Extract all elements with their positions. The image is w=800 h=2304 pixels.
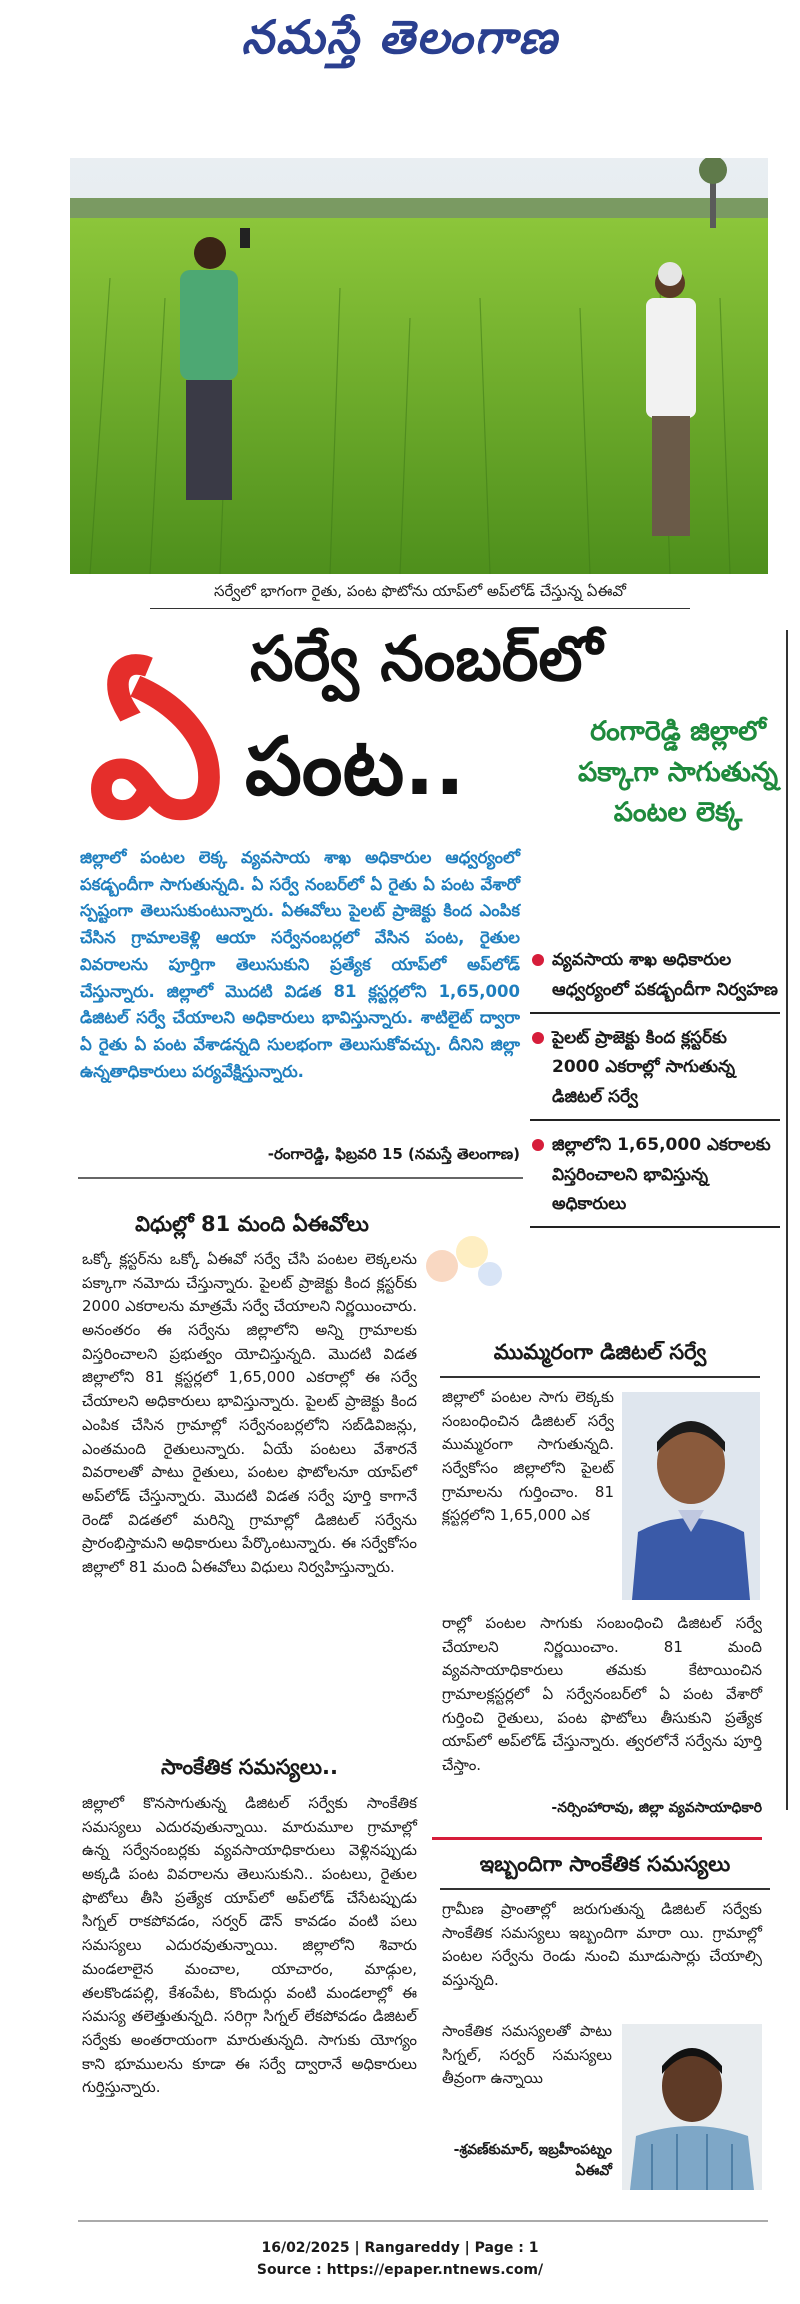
subheadline: రంగారెడ్డి జిల్లాలో పక్కాగా సాగుతున్న పంటల లెక్క (578, 716, 778, 828)
bullet-text: పైలట్‌ ప్రాజెక్టు కింద క్లస్టర్‌కు 2000 ఎకరాల్లో సాగుతున్న డిజిటల్‌ సర్వే (552, 1027, 735, 1107)
bullet-item (530, 946, 780, 1014)
divider (440, 1888, 770, 1890)
bullet-item (530, 1131, 780, 1228)
section1-title: విధుల్లో 81 మంది ఏఈవోలు (135, 1212, 369, 1236)
box2-body-top: గ్రామీణ ప్రాంతాల్లో జరుగుతున్న డిజిటల్‌ సర్వేకు సాంకేతిక సమస్యలు ఇబ్బందిగా మారా యి. గ్రామాల్లో పంటల సర్వేను రెండు నుంచి మూడుసార్లు చేయాల్సి వస్తున్నది. (442, 1900, 762, 1990)
bullet-dot-icon (532, 1032, 544, 1044)
bullet-text: వ్యవసాయ శాఖ అధికారుల ఆధ్వర్యంలో పకడ్బందీగా నిర్వహణ (552, 950, 778, 1000)
divider (78, 1177, 523, 1179)
box2-body-rest: సాంకేతిక సమస్యలతో పాటు సిగ్నల్‌, సర్వర్‌ సమస్యలు తీవ్రంగా ఉన్నాయి (442, 2022, 612, 2088)
divider (440, 1376, 760, 1378)
section2-body: జిల్లాలో కొనసాగుతున్న డిజిటల్‌ సర్వేకు సాంకేతిక సమస్యలు ఎదురవుతున్నాయి. మారుమూల గ్రామాల్లో ఉన్న సర్వేనంబర్లకు వ్యవసాయాధికారులు వెళ్లినప్పుడు అక్కడి పంట వివరాలను తెలుసుకుని.. పంటలు, రైతుల ఫొటోలు తీసి ప్రత్యేక యాప్‌లో అప్‌లోడ్‌ చేసేటప్పుడు సిగ్నల్‌ రాకపోవడం, సర్వర్‌ డౌన్‌ కావడం వంటి పలు సమస్యలు ఎదురవుతున్నాయి. జిల్లాలోని శివారు మండలాలైన మంచాల, యాచారం, మాడ్గుల, తలకొండపల్లి, కేశంపేట, కొందుర్గు వంటి మండలాల్లో ఈ సమస్య తలెత్తుతున్నది. సరిగ్గా సిగ్నల్‌ లేకపోవడం డిజిటల్‌ సర్వేకు అంతరాయంగా మారుతున్నది. సాగుకు యోగ్యం కాని భూములను కూడా ఈ సర్వే ద్వారానే అధికారులు గుర్తిస్తున్నారు. (82, 1794, 417, 2097)
box1-signature: -నర్సింహారావు, జిల్లా వ్యవసాయాధికారి (551, 1800, 762, 1816)
big-letter: ఏ (88, 640, 224, 850)
section1-body: ఒక్కో క్లస్టర్‌ను ఒక్కో ఏఈవో సర్వే చేసి పంటల లెక్కలను పక్కాగా నమోదు చేస్తున్నారు. పైలట్‌ ప్రాజెక్టు కింద క్లస్టర్‌కు 2000 ఎకరాలను మాత్రమే సర్వే చేయాలని నిర్ణయించారు. అనంతరం ఈ సర్వేను జిల్లాలోని అన్ని గ్రామాలకు విస్తరించాలని ప్రభుత్వం యోచిస్తున్నది. మొదటి విడత జిల్లాలోని 81 క్లస్టర్లలో 1,65,000 ఎకరాల్లో ఈ సర్వే చేయాలని అధికారులు భావిస్తున్నారు. పైలట్‌ ప్రాజెక్టు కింద ఎంపిక చేసిన గ్రామాల్లో సర్వేనంబర్లలోని సబ్‌డివిజన్లు, ఎంతమంది రైతులున్నారు. ఏయే పంటలు వేశారనే వివరాలతో పాటు రైతులు, పంటల ఫొటోలనూ యాప్‌లో అప్‌లోడ్‌ చేస్తున్నారు. మొదటి విడత సర్వే పూర్తి కాగానే రెండో విడతలో మరిన్ని గ్రామాల్లో డిజిటల్‌ సర్వేను ప్రారంభిస్తామని అధికారులు పేర్కొంటున్నారు. ఈ సర్వేకోసం జిల్లాలో 81 మంది ఏఈవోలు విధులు నిర్వహిస్తున్నారు. (82, 1250, 417, 1576)
bullet-text: జిల్లాలోని 1,65,000 ఎకరాలకు విస్తరించాలని భావిస్తున్న అధికారులు (552, 1134, 771, 1215)
aeo-portrait (622, 2024, 762, 2190)
big-letter-graphic (66, 640, 246, 850)
footer-source: Source : https://epaper.ntnews.com/ (256, 2262, 544, 2278)
bullet-dot-icon (532, 1139, 544, 1151)
headline-line1: సర్వే నంబర్‌లో (250, 622, 603, 695)
bullet-list (530, 946, 780, 1238)
box1-body-top: జిల్లాలో పంటల సాగు లెక్కకు సంబంధించిన డిజిటల్‌ సర్వే ముమ్మరంగా సాగుతున్నది. సర్వేకోసం జిల్లాలోని పైలట్‌ గ్రామాలను గుర్తించాం. 81 క్లస్టర్లలోని 1,65,000 ఎక (442, 1388, 614, 1525)
decorative-dots-icon (420, 1230, 510, 1290)
box1-body-rest: రాల్లో పంటల సాగుకు సంబంధించి డిజిటల్‌ సర్వే చేయాలని నిర్ణయించాం. 81 మంది వ్యవసాయాధికారులు తమకు కేటాయించిన గ్రామాలక్లస్టర్లలో ఏ సర్వేనంబర్‌లో ఏ పంట వేశారో గుర్తించి రైతులు, పంట ఫొటోలు తీసుకుని ప్రత్యేక యాప్‌లో అప్‌లోడ్‌ చేస్తున్నారు. త్వరలోనే సర్వేను పూర్తి చేస్తాం. (442, 1614, 762, 1775)
bullet-item (530, 1024, 780, 1121)
footer-date-page: 16/02/2025 | Rangareddy | Page : 1 (261, 2240, 539, 2256)
officer-portrait (622, 1392, 760, 1600)
box2-signature: -శ్రవణ్‌కుమార్‌, ఇబ్రహీంపట్నం ఏఈవో (453, 2142, 612, 2179)
divider (78, 2220, 768, 2222)
news-photo (70, 158, 768, 574)
box2-title: ఇబ్బందిగా సాంకేతిక సమస్యలు (479, 1852, 731, 1876)
dateline: -రంగారెడ్డి, ఫిబ్రవరి 15 (నమస్తే తెలంగాణ) (267, 1145, 520, 1163)
lead-paragraph: జిల్లాలో పంటల లెక్క వ్యవసాయ శాఖ అధికారుల ఆధ్వర్యంలో పకడ్బందీగా సాగుతున్నది. ఏ సర్వే నంబర్‌లో ఏ రైతు ఏ పంట వేశారో స్పష్టంగా తెలుసుకుంటున్నారు. ఏఈవోలు పైలట్‌ ప్రాజెక్టు కింద ఎంపిక చేసిన గ్రామాలకెళ్లి ఆయా సర్వేనంబర్లలో వేసిన పంట, రైతుల వివరాలను పూర్తిగా తెలుసుకుని ప్రత్యేక యాప్‌లో అప్‌లోడ్‌ చేస్తున్నారు. జిల్లాలో మొదటి విడత 81 క్లస్టర్లలోని 1,65,000 డిజిటల్‌ సర్వే చేయాలని అధికారులు భావిస్తున్నారు. శాటిలైట్‌ ద్వారా ఏ రైతు ఏ పంట వేశాడన్నది సులభంగా తెలుసుకోవచ్చు. దీనిని జిల్లా ఉన్నతాధికారులు పర్యవేక్షిస్తున్నారు. (80, 848, 520, 1081)
column-divider (786, 630, 788, 1810)
bullet-dot-icon (532, 954, 544, 966)
headline-line2: పంట.. (245, 720, 465, 813)
photo-caption: సర్వేలో భాగంగా రైతు, పంట ఫొటోను యాప్‌లో అప్‌లోడ్‌ చేస్తున్న ఏఈవో (150, 582, 690, 609)
section2-title: సాంకేతిక సమస్యలు.. (161, 1755, 338, 1779)
masthead: నమస్తే తెలంగాణ (241, 10, 559, 64)
box1-title: ముమ్మరంగా డిజిటల్‌ సర్వే (493, 1340, 707, 1364)
divider (432, 1837, 762, 1840)
